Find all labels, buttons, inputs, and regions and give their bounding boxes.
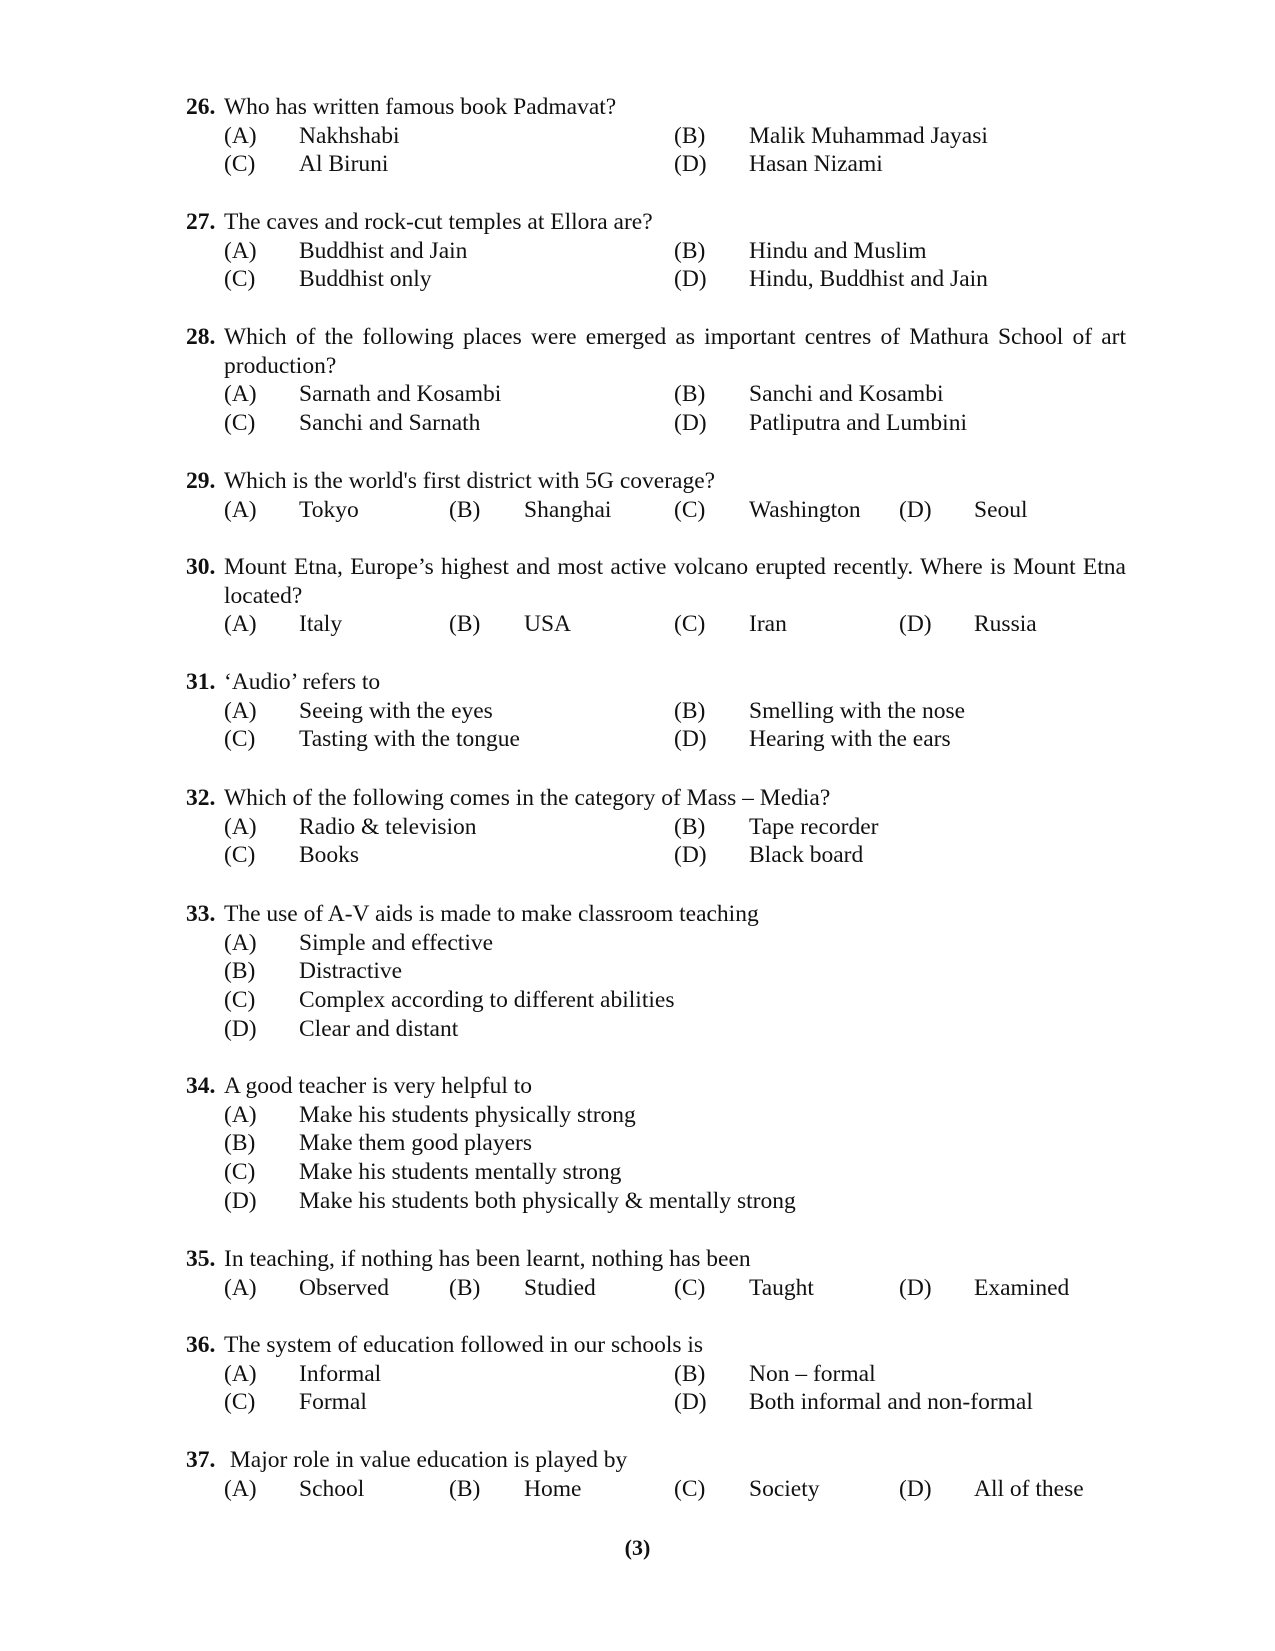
option-text: Make his students both physically & mentally strong [299,1187,796,1214]
options [224,380,1126,437]
option-label: (B) [674,381,706,408]
option-label: (D) [674,1389,707,1416]
option-text: Seoul [974,496,1028,523]
option-text: Simple and effective [299,929,494,956]
question-number: 27. [186,209,216,235]
option-text: Sarnath and Kosambi [299,381,502,408]
options [224,929,1126,1044]
question-36 [186,1331,1126,1417]
option-text: Non – formal [749,1360,876,1387]
question-30 [186,553,1126,639]
question-text: The use of A-V aids is made to make classroom teaching [224,901,759,927]
option-label: (B) [674,122,706,149]
option-text: Buddhist and Jain [299,237,468,264]
option-text: Washington [749,496,861,523]
question-number: 30. [186,554,216,580]
option-text: Sanchi and Sarnath [299,410,481,437]
question-text: The system of education followed in our schools is [224,1332,704,1358]
options [224,813,1126,870]
option-label: (D) [899,1475,932,1502]
option-text: Tape recorder [749,813,879,840]
question-number: 32. [186,785,216,811]
question-text: Which of the following places were emerged as important centres of Mathura School of art production? [224,324,1126,379]
question-text: ‘Audio’ refers to [224,669,381,695]
question-text: Major role in value education is played by [224,1447,628,1473]
option-label: (D) [224,1015,257,1042]
option-label: (C) [224,987,256,1014]
question-text: Who has written famous book Padmavat? [224,94,617,120]
option-text: Observed [299,1274,390,1301]
option-text: School [299,1475,365,1502]
option-label: (D) [224,1187,257,1214]
option-text: Hearing with the ears [749,726,951,753]
question-text: Which is the world's first district with 5G coverage? [224,468,716,494]
option-label: (D) [899,611,932,638]
question-number: 26. [186,94,216,120]
question-33 [186,900,1126,1043]
question-number: 29. [186,468,216,494]
option-text: Italy [299,611,343,638]
option-text: Radio & television [299,813,477,840]
option-label: (B) [449,611,481,638]
option-label: (C) [224,151,256,178]
option-label: (D) [899,496,932,523]
option-label: (C) [224,1389,256,1416]
question-number: 35. [186,1246,216,1272]
option-text: Clear and distant [299,1015,459,1042]
option-text: Smelling with the nose [749,697,966,724]
option-text: Russia [974,611,1037,638]
question-37 [186,1446,1126,1503]
option-text: Make them good players [299,1130,532,1157]
option-label: (D) [674,266,707,293]
option-label: (C) [674,611,706,638]
option-label: (B) [674,697,706,724]
option-text: Hasan Nizami [749,151,883,178]
question-number: 36. [186,1332,216,1358]
option-text: Nakhshabi [299,122,400,149]
option-text: Distractive [299,958,403,985]
option-label: (C) [224,726,256,753]
option-label: (B) [449,496,481,523]
option-text: Make his students mentally strong [299,1159,622,1186]
option-text: Taught [749,1274,814,1301]
option-label: (C) [674,1475,706,1502]
option-text: Complex according to different abilities [299,987,675,1014]
option-text: All of these [974,1475,1084,1502]
option-label: (C) [224,410,256,437]
option-label: (C) [224,266,256,293]
option-label: (C) [674,1274,706,1301]
options [224,122,1126,179]
option-label: (D) [674,726,707,753]
option-text: Both informal and non-formal [749,1389,1033,1416]
option-label: (A) [224,1274,257,1301]
question-text: A good teacher is very helpful to [224,1073,533,1099]
options [224,1101,1126,1216]
option-label: (D) [674,410,707,437]
option-text: Shanghai [524,496,612,523]
option-text: Examined [974,1274,1070,1301]
question-34 [186,1072,1126,1215]
option-text: Patliputra and Lumbini [749,410,967,437]
option-label: (B) [674,237,706,264]
question-text: Mount Etna, Europe’s highest and most active volcano erupted recently. Where is Mount Etna located? [224,554,1126,609]
option-label: (C) [224,1159,256,1186]
option-label: (A) [224,697,257,724]
option-label: (A) [224,1475,257,1502]
option-text: Informal [299,1360,382,1387]
option-text: Studied [524,1274,596,1301]
option-label: (B) [224,1130,256,1157]
option-label: (A) [224,237,257,264]
option-label: (A) [224,929,257,956]
options [224,1475,1126,1504]
option-text: Seeing with the eyes [299,697,493,724]
options [224,1274,1126,1303]
question-28 [186,323,1126,438]
option-text: Tasting with the tongue [299,726,520,753]
option-label: (D) [674,151,707,178]
question-text: In teaching, if nothing has been learnt, nothing has been [224,1246,751,1272]
option-label: (D) [674,842,707,869]
option-label: (B) [449,1475,481,1502]
option-text: Society [749,1475,820,1502]
option-text: Tokyo [299,496,359,523]
option-label: (C) [224,842,256,869]
question-number: 33. [186,901,216,927]
question-27 [186,208,1126,294]
option-label: (A) [224,1101,257,1128]
question-35 [186,1245,1126,1302]
option-label: (B) [674,813,706,840]
page-number: (3) [624,1535,651,1560]
option-text: Black board [749,842,864,869]
options [224,496,1126,525]
option-text: Books [299,842,360,869]
option-label: (C) [674,496,706,523]
option-label: (A) [224,813,257,840]
options [224,1360,1126,1417]
option-text: Al Biruni [299,151,389,178]
options [224,697,1126,754]
option-text: Buddhist only [299,266,432,293]
option-label: (A) [224,496,257,523]
option-label: (B) [224,958,256,985]
option-text: Hindu and Muslim [749,237,927,264]
option-text: Malik Muhammad Jayasi [749,122,988,149]
question-number: 31. [186,669,216,695]
question-text: The caves and rock-cut temples at Ellora are? [224,209,653,235]
option-label: (B) [674,1360,706,1387]
option-text: Formal [299,1389,367,1416]
option-text: Home [524,1475,582,1502]
option-text: Hindu, Buddhist and Jain [749,266,988,293]
option-text: Make his students physically strong [299,1101,636,1128]
option-label: (D) [899,1274,932,1301]
option-label: (B) [449,1274,481,1301]
option-text: Iran [749,611,787,638]
option-text: Sanchi and Kosambi [749,381,944,408]
option-label: (A) [224,1360,257,1387]
question-29 [186,467,1126,524]
options [224,237,1126,294]
question-text: Which of the following comes in the category of Mass – Media? [224,785,831,811]
options [224,610,1126,639]
option-text: USA [524,611,572,638]
question-32 [186,784,1126,870]
option-label: (A) [224,611,257,638]
question-number: 34. [186,1073,216,1099]
question-31 [186,668,1126,754]
question-number: 28. [186,324,216,350]
option-label: (A) [224,122,257,149]
question-26 [186,93,1126,179]
question-number: 37. [186,1447,216,1473]
option-label: (A) [224,381,257,408]
